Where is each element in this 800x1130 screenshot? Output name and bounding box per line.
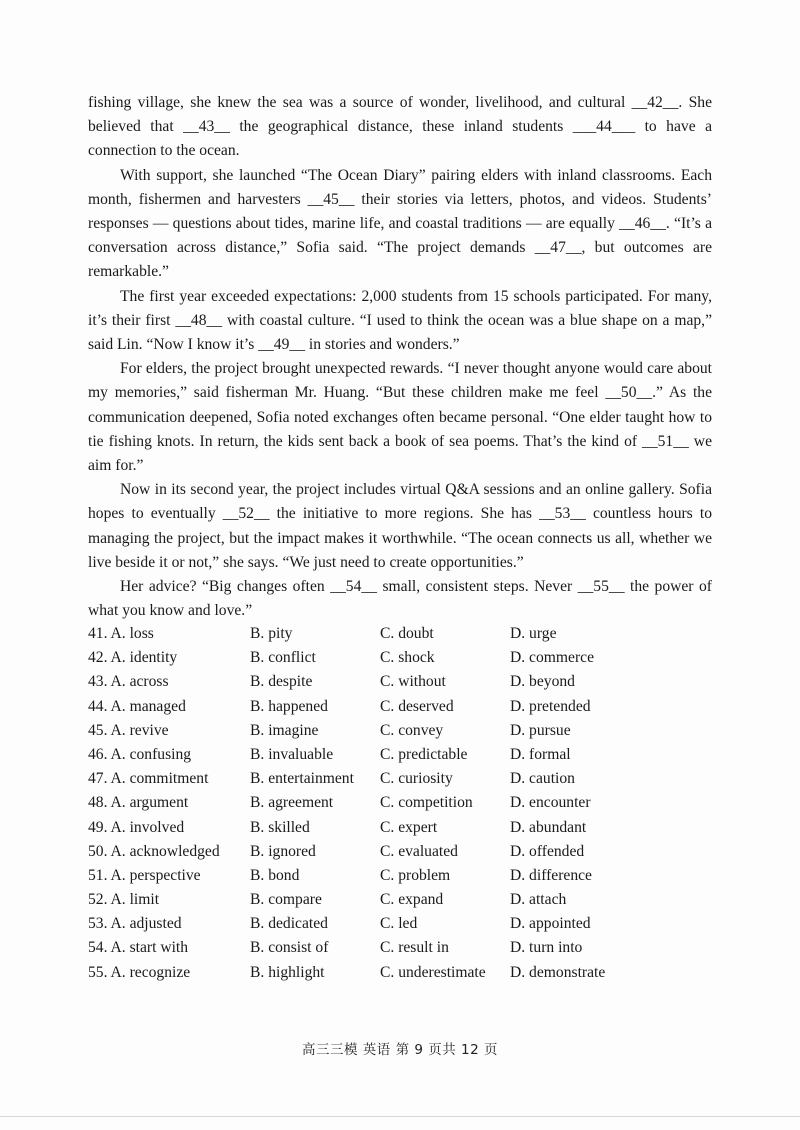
scan-edge-divider	[0, 1116, 800, 1117]
option-a: 46. A. confusing	[88, 745, 192, 763]
option-c: C. competition	[380, 794, 473, 812]
option-c: C. without	[380, 673, 446, 691]
passage-paragraph-6: Her advice? “Big changes often __54__ small, consistent steps. Never __55__ the power of what you know and love.”	[88, 578, 712, 620]
option-d: D. difference	[510, 866, 592, 884]
option-a: 45. A. revive	[88, 721, 169, 739]
passage-paragraph-2: With support, she launched “The Ocean Diary” pairing elders with inland classrooms. Each month, fishermen and harvesters __45__ their stories via letters, photos, and videos. Students’ responses — questions about tides, marine life, and coastal traditions — are equally __46__. “It’s a conversation across distance,” Sofia said. “The project demands __47__, but outcomes are remarkable.”	[88, 166, 712, 281]
option-row-55	[88, 961, 728, 985]
option-b: B. entertainment	[250, 770, 354, 788]
option-b: B. highlight	[250, 963, 325, 981]
option-c: C. expand	[380, 891, 444, 909]
option-a: 43. A. across	[88, 673, 169, 691]
option-b: B. conflict	[250, 649, 316, 667]
answer-options	[88, 622, 728, 985]
option-d: D. urge	[510, 625, 557, 642]
option-b: B. ignored	[250, 842, 316, 860]
option-b: B. consist of	[250, 939, 329, 957]
option-a: 55. A. recognize	[88, 963, 191, 981]
option-row-47	[88, 767, 728, 791]
option-c: C. underestimate	[380, 963, 486, 981]
option-row-46	[88, 743, 728, 767]
option-row-51	[88, 864, 728, 888]
page-footer: 高三三模 英语 第 9 页共 12 页	[301, 1042, 498, 1058]
option-b: B. happened	[250, 697, 328, 715]
option-d: D. formal	[510, 745, 571, 763]
option-d: D. offended	[510, 842, 585, 860]
option-a: 53. A. adjusted	[88, 915, 182, 933]
option-row-52	[88, 888, 728, 912]
option-d: D. commerce	[510, 649, 594, 667]
option-b: B. dedicated	[250, 915, 328, 933]
option-a: 51. A. perspective	[88, 866, 201, 884]
option-a: 50. A. acknowledged	[88, 842, 220, 860]
option-a: 54. A. start with	[88, 939, 189, 957]
passage-paragraph-4: For elders, the project brought unexpected rewards. “I never thought anyone would care about my memories,” said fisherman Mr. Huang. “But these children make me feel __50__.” As the communication deepened, Sofia noted exchanges often became personal. “One elder taught how to tie fishing knots. In return, the kids sent back a book of sea poems. That’s the kind of __51__ we aim for.”	[88, 360, 712, 475]
option-row-41	[88, 622, 728, 646]
option-d: D. pretended	[510, 697, 591, 715]
option-b: B. invaluable	[250, 745, 334, 763]
option-a: 49. A. involved	[88, 818, 185, 836]
option-b: B. imagine	[250, 721, 319, 739]
option-d: D. attach	[510, 891, 567, 909]
option-row-50	[88, 840, 728, 864]
option-a: 48. A. argument	[88, 794, 189, 812]
passage-paragraph-5: Now in its second year, the project includes virtual Q&A sessions and an online gallery. Sofia hopes to eventually __52__ the initiative to more regions. She has __53__ countless hours to managing the project, but the impact makes it worthwhile. “The ocean connects us all, whether we live beside it or not,” she says. “We just need to create opportunities.”	[88, 481, 712, 571]
option-a: 47. A. commitment	[88, 770, 209, 788]
option-row-44	[88, 695, 728, 719]
option-c: C. expert	[380, 818, 438, 836]
option-c: C. predictable	[380, 745, 468, 763]
option-c: C. result in	[380, 939, 449, 957]
option-row-54	[88, 936, 728, 960]
option-row-48	[88, 791, 728, 815]
option-b: B. compare	[250, 891, 322, 909]
option-d: D. demonstrate	[510, 963, 606, 981]
option-row-45	[88, 719, 728, 743]
option-c: C. led	[380, 915, 418, 933]
option-c: C. convey	[380, 721, 444, 739]
option-b: B. pity	[250, 625, 293, 642]
option-row-43	[88, 670, 728, 694]
option-d: D. pursue	[510, 721, 571, 739]
option-b: B. skilled	[250, 818, 310, 836]
option-a: 42. A. identity	[88, 649, 178, 667]
option-c: C. shock	[380, 649, 435, 667]
option-a: 41. A. loss	[88, 625, 154, 642]
option-d: D. encounter	[510, 794, 591, 812]
option-b: B. agreement	[250, 794, 334, 812]
option-row-49	[88, 816, 728, 840]
option-c: C. doubt	[380, 625, 434, 642]
passage-paragraph-3: The first year exceeded expectations: 2,000 students from 15 schools participated. For many, it’s their first __48__ with coastal culture. “I used to think the ocean was a blue shape on a map,” said Lin. “Now I know it’s __49__ in stories and wonders.”	[88, 287, 712, 354]
option-c: C. curiosity	[380, 770, 453, 788]
option-d: D. appointed	[510, 915, 591, 933]
option-d: D. beyond	[510, 673, 575, 691]
option-b: B. bond	[250, 866, 300, 884]
option-a: 44. A. managed	[88, 697, 186, 715]
option-c: C. deserved	[380, 697, 454, 715]
option-d: D. turn into	[510, 939, 583, 957]
option-row-42	[88, 646, 728, 670]
option-a: 52. A. limit	[88, 891, 160, 909]
passage-paragraph-1: fishing village, she knew the sea was a source of wonder, livelihood, and cultural __42__. She believed that __43__ the geographical distance, these inland students ___44___ to have a connection to the ocean.	[88, 94, 712, 160]
option-c: C. evaluated	[380, 842, 458, 860]
cloze-passage	[88, 91, 712, 623]
option-row-53	[88, 912, 728, 936]
option-b: B. despite	[250, 673, 313, 691]
option-c: C. problem	[380, 866, 451, 884]
option-d: D. caution	[510, 770, 575, 788]
option-d: D. abundant	[510, 818, 587, 836]
